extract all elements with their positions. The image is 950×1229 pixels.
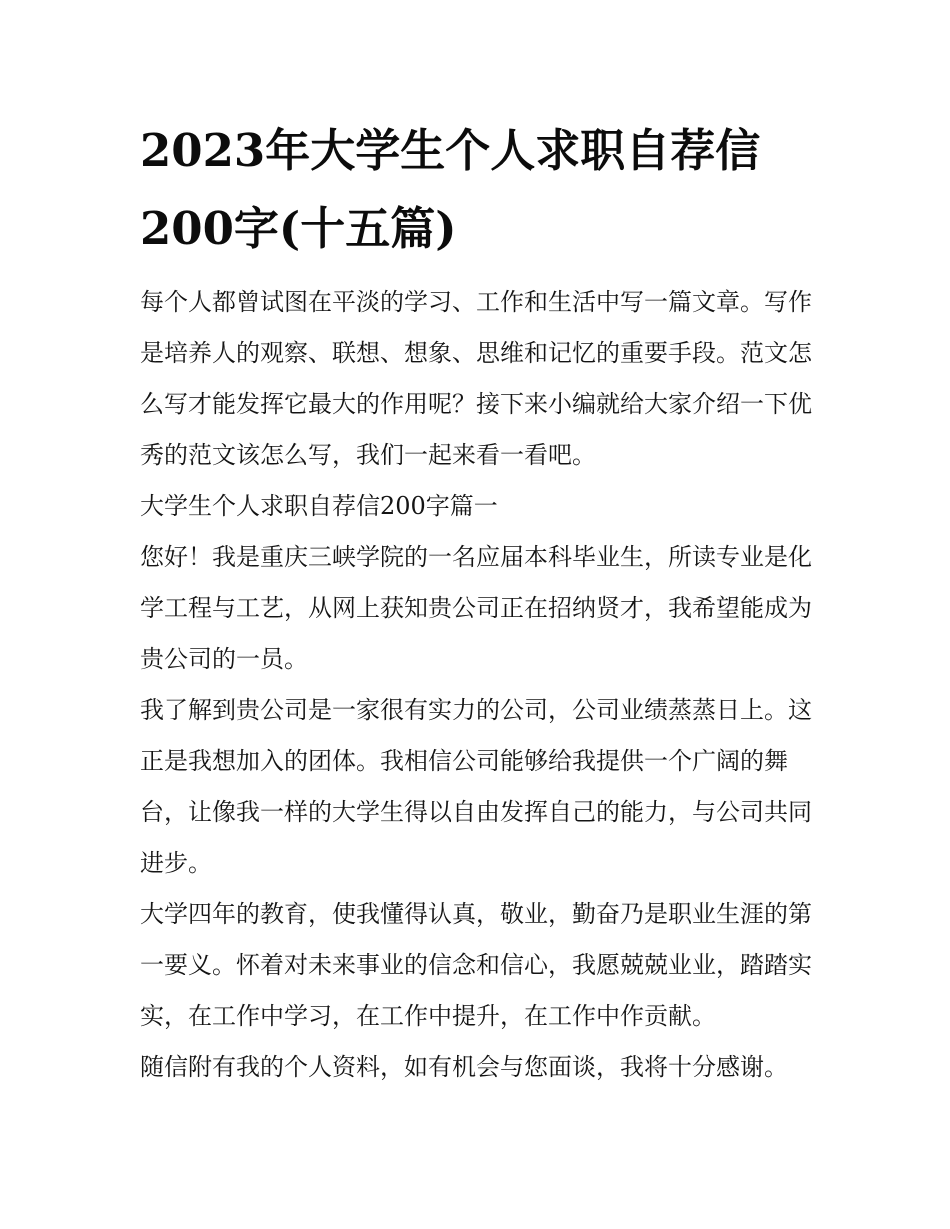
letter-paragraph: 我了解到贵公司是一家很有实力的公司，公司业绩蒸蒸日上。这正是我想加入的团体。我相信公司能够给我提供一个广阔的舞台，让像我一样的大学生得以自由发挥自己的能力，与公司共同进步。 — [140, 696, 812, 877]
section-heading: 大学生个人求职自荐信200字篇一 — [140, 492, 498, 520]
intro-paragraph: 每个人都曾试图在平淡的学习、工作和生活中写一篇文章。写作是培养人的观察、联想、想象、思维和记忆的重要手段。范文怎么写才能发挥它最大的作用呢？接下来小编就给大家介绍一下优秀的范文该怎么写，我们一起来看一看吧。 — [140, 288, 812, 469]
document-body — [140, 277, 820, 1093]
letter-paragraph: 大学四年的教育，使我懂得认真，敬业，勤奋乃是职业生涯的第一要义。怀着对未来事业的信念和信心，我愿兢兢业业，踏踏实实，在工作中学习，在工作中提升，在工作中作贡献。 — [140, 900, 812, 1030]
letter-paragraph: 随信附有我的个人资料，如有机会与您面谈，我将十分感谢。 — [140, 1053, 788, 1081]
letter-paragraph: 您好！我是重庆三峡学院的一名应届本科毕业生，所读专业是化学工程与工艺，从网上获知贵公司正在招纳贤才，我希望能成为贵公司的一员。 — [140, 543, 812, 673]
document-title: 2023年大学生个人求职自荐信 200字(十五篇) — [140, 124, 761, 255]
